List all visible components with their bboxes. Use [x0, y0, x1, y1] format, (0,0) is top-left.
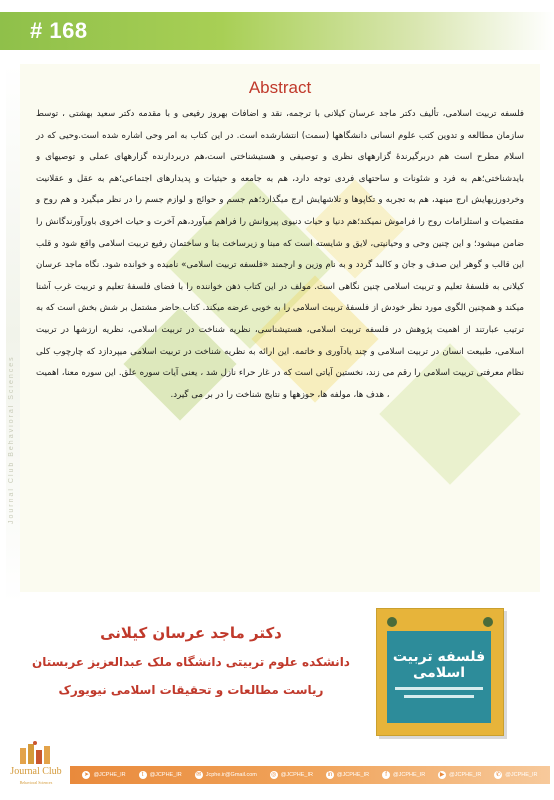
author-affiliation-1: دانشکده علوم تربیتی دانشگاه ملک عبدالعزیز عربستان [32, 655, 350, 669]
book-cover-subtitle-line [395, 687, 483, 690]
side-watermark-text: Journal Club Behavioral Sciences [8, 355, 15, 524]
author-affiliation-2: ریاست مطالعات و تحقیقات اسلامی نیویورک [58, 683, 324, 697]
social-label: @JCPHE_IR [149, 772, 182, 778]
abstract-title: Abstract [248, 78, 312, 97]
telegram-icon: ➤ [83, 772, 89, 778]
social-label: @JCPHE_IR [336, 772, 370, 778]
social-label: Jcphe.ir@Gmail.com [205, 772, 257, 778]
social-linkedin[interactable] [326, 771, 369, 779]
facebook-icon: f [382, 771, 390, 779]
social-bar [70, 766, 550, 784]
social-label: @JCPHE_IR [449, 772, 482, 778]
author-name: دکتر ماجد عرسان کیلانی [100, 624, 282, 642]
issue-number: # 168 [30, 18, 88, 43]
social-label: @JCPHE_IR [93, 772, 126, 778]
journal-club-logo [6, 740, 66, 796]
social-telegram[interactable] [82, 771, 125, 779]
abstract-body: فلسفه تربیت اسلامی، تألیف دکتر ماجد عرسان کیلانی با ترجمه، نقد و اضافات بهروز رفیعی و با مقدمه دکتر سعید بهشتی ، توسط سازمان مطالعه و تدوین کتب علوم انسانی دانشگاهها (سمت) انتشارشده است. در این کتاب به امر وحی اشاره شده است.وحیی که در اسلام مطرح است هم دربرگیرندۀ گزارههای نظری و توصیفی و هستیشناختی است،هم دربردارنده گزارههای عملی و توصیهای و بایدشناختی؛هم به فرد و شئونات و ساحتهای فردی توجه دارد، هم به جامعه و حیثیات و پدیدارهای اجتماعی؛هم به عقل و عقلانیت وخردورزیهایش ارج مینهد، هم به تجربه و تکاپوها و تلاشهایش ارج میگذارد؛هم جسم و حوائج و لوازم جسم را در نظر میگیرد و هم روح و مقتضیات و استلزامات روح را فراموش نمیکند؛هم دنیا و حیات دنیوی پیروانش را فراهم میآورد،هم آخرت و حیات اخروی باورآورندگانش را ضامن میشود؛ و این چنین وحی و وحیانیتی، لایق و شایسته است که مبنا و زیرساخت بنا و ساختمان رفیع تربیت اسلامی واقع شود و قلب این قالب و گوهر این صدف و جان و کالبد گردد و به نام وزین و ارجمند «فلسفه تربیت اسلامی» نامیده و خوانده شود. نگاه ماجد عرسان کیلانی به فلسفۀ تعلیم و تربیت اسلامی چنین نگاهی است. مولف در این کتاب ذهن خواننده را با فضای فلسفۀ تعلیم و تربیت غرب آشنا میکند و همچنین الگوی مورد نظر خودش از فلسفۀ تربیت اسلامی را به خوبی عرضه میکند. کتاب حاضر مشتمل بر شش بخش است که به ترتیب عبارتند از اهمیت پژوهش در فلسفه تربیت اسلامی، هستیشناسی، نظریه شناخت در تربیت اسلامی، نظریه ارزشها در تربیت اسلامی، طبیعت انسان در تربیت اسلامی و چند یادآوری و خاتمه. این ارائه به نظریه شناخت در تربیت اسلامی میپردازد که چارچوب کلی نظام معرفتی تربیت اسلامی را رقم می زند، نخستین آیاتی است که در غار حراء نازل شد ، یعنی آیات سوره علق. این سوره معنا، اهمیت ، هدف ها، مولفه ها، حوزهها و نتایج شناخت را در بر می گیرد. [36, 109, 524, 400]
author-info [26, 618, 356, 704]
social-label: @JCPHE_IR [505, 772, 538, 778]
ornament-icon [387, 617, 397, 627]
social-whatsapp[interactable] [494, 771, 537, 779]
social-label: @JCPHE_IR [393, 772, 426, 778]
logo-subtext: Behavioral Sciences [19, 780, 53, 785]
book-cover-title: فلسفه تربیت اسلامی [392, 649, 486, 681]
linkedin-icon: in [327, 772, 333, 778]
social-facebook[interactable] [382, 771, 425, 779]
abstract-panel [20, 64, 540, 592]
book-stack-icon [18, 740, 52, 766]
book-cover-subtitle-line [404, 695, 474, 698]
whatsapp-icon: ✆ [495, 772, 501, 778]
social-twitter[interactable] [139, 771, 182, 779]
instagram-icon: ◎ [271, 772, 277, 778]
twitter-icon: t [139, 771, 147, 779]
youtube-icon: ▶ [439, 772, 445, 778]
social-label: @JCPHE_IR [280, 772, 313, 778]
book-cover-panel [387, 631, 491, 723]
logo-text: Journal Club [10, 766, 62, 777]
social-youtube[interactable] [438, 771, 481, 779]
side-watermark-strip [6, 64, 20, 604]
ornament-icon [483, 617, 493, 627]
author-section [20, 600, 540, 750]
email-icon: ✉ [196, 772, 202, 778]
book-cover-image [376, 608, 504, 736]
social-email[interactable] [195, 771, 257, 779]
social-instagram[interactable] [270, 771, 313, 779]
